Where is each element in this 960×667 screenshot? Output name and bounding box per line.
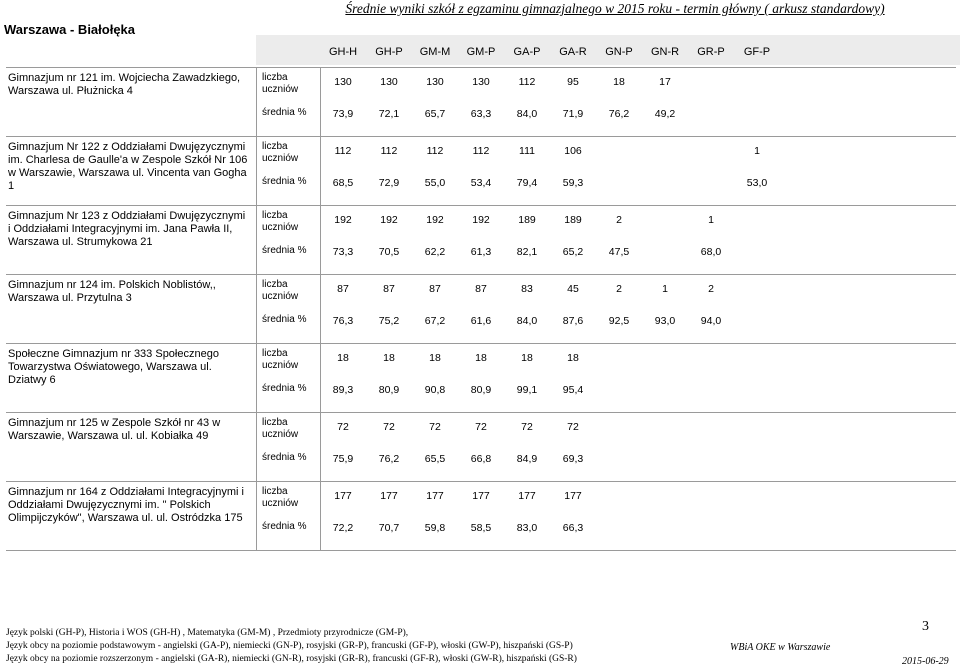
column-header-gf-p: GF-P (743, 46, 771, 58)
count-value: 2 (616, 214, 622, 226)
count-value: 112 (472, 145, 490, 157)
count-value: 2 (708, 283, 714, 295)
count-value: 177 (518, 490, 536, 502)
count-label: liczba uczniów (262, 348, 299, 371)
average-label: średnia % (262, 383, 307, 394)
average-value: 73,3 (332, 246, 354, 258)
count-label: liczba uczniów (262, 279, 299, 302)
average-label: średnia % (262, 176, 307, 187)
average-label: średnia % (262, 314, 307, 325)
school-name: Społeczne Gimnazjum nr 333 Społecznego Towarzystwa Oświatowego, Warszawa ul. Dziatwy 6 (8, 348, 219, 386)
publisher: WBiA OKE w Warszawie (730, 642, 831, 653)
grid-line (256, 67, 257, 550)
count-label: liczba uczniów (262, 486, 299, 509)
school-name: Gimnazjum nr 121 im. Wojciecha Zawadzkiego, Warszawa ul. Płużnicka 4 (8, 72, 241, 97)
count-value: 18 (613, 76, 625, 88)
count-value: 72 (429, 421, 441, 433)
district-title: Warszawa - Białołęka (4, 22, 136, 37)
count-value: 83 (521, 283, 533, 295)
average-value: 87,6 (562, 315, 584, 327)
average-value: 82,1 (516, 246, 538, 258)
count-value: 72 (383, 421, 395, 433)
average-label: średnia % (262, 521, 307, 532)
column-header-gm-m: GM-M (419, 46, 451, 58)
school-name: Gimnazjum nr 125 w Zespole Szkół nr 43 w Warszawie, Warszawa ul. ul. Kobiałka 49 (8, 417, 221, 442)
average-value: 94,0 (700, 315, 722, 327)
average-value: 84,9 (516, 453, 538, 465)
count-value: 18 (475, 352, 487, 364)
count-value: 72 (521, 421, 533, 433)
average-value: 61,6 (470, 315, 492, 327)
average-value: 49,2 (654, 108, 676, 120)
average-value: 59,3 (562, 177, 584, 189)
count-value: 87 (475, 283, 487, 295)
count-value: 130 (334, 76, 352, 88)
count-value: 112 (426, 145, 444, 157)
count-value: 45 (567, 283, 579, 295)
count-label: liczba uczniów (262, 210, 299, 233)
average-value: 84,0 (516, 315, 538, 327)
column-header-gn-r: GN-R (650, 46, 680, 58)
average-value: 89,3 (332, 384, 354, 396)
average-value: 75,2 (378, 315, 400, 327)
average-value: 80,9 (378, 384, 400, 396)
row-separator (6, 136, 956, 137)
average-value: 90,8 (424, 384, 446, 396)
count-value: 177 (472, 490, 490, 502)
count-value: 192 (472, 214, 490, 226)
legend-line-1: Język polski (GH-P), Historia i WOS (GH-H) , Matematyka (GM-M) , Przedmioty przyrodnicze (GM-P), (6, 628, 409, 638)
column-header-gh-h: GH-H (328, 46, 358, 58)
count-value: 2 (616, 283, 622, 295)
count-value: 192 (380, 214, 398, 226)
count-value: 130 (380, 76, 398, 88)
average-value: 65,5 (424, 453, 446, 465)
page-number: 3 (922, 619, 929, 634)
average-label: średnia % (262, 452, 307, 463)
legend-line-2: Język obcy na poziomie podstawowym - angielski (GA-P), niemiecki (GN-P), rosyjski (GR-P), francuski (GF-P), włoski (GW-P), hiszpański (GS-P) (6, 641, 573, 651)
count-value: 130 (472, 76, 490, 88)
count-value: 18 (337, 352, 349, 364)
row-separator (6, 343, 956, 344)
average-value: 76,2 (378, 453, 400, 465)
average-value: 65,2 (562, 246, 584, 258)
count-value: 111 (519, 145, 535, 157)
count-value: 177 (380, 490, 398, 502)
column-header-gr-p: GR-P (697, 46, 725, 58)
row-separator (6, 550, 956, 551)
average-value: 69,3 (562, 453, 584, 465)
count-value: 189 (564, 214, 582, 226)
count-value: 106 (564, 145, 582, 157)
count-value: 18 (383, 352, 395, 364)
count-value: 177 (426, 490, 444, 502)
count-value: 1 (662, 283, 668, 295)
column-header-ga-p: GA-P (513, 46, 541, 58)
count-value: 72 (475, 421, 487, 433)
count-value: 177 (564, 490, 582, 502)
count-value: 192 (334, 214, 352, 226)
average-value: 79,4 (516, 177, 538, 189)
average-value: 66,8 (470, 453, 492, 465)
average-value: 58,5 (470, 522, 492, 534)
legend-line-3: Język obcy na poziomie rozszerzonym - angielski (GA-R), niemiecki (GN-R), rosyjski (GR-R), francuski (GF-R), włoski (GW-R), hiszpański (GS-R) (6, 654, 577, 664)
count-value: 17 (659, 76, 671, 88)
row-separator (6, 205, 956, 206)
row-separator (6, 481, 956, 482)
average-value: 99,1 (516, 384, 538, 396)
column-header-gm-p: GM-P (466, 46, 496, 58)
average-value: 47,5 (608, 246, 630, 258)
count-value: 177 (334, 490, 352, 502)
column-header-ga-r: GA-R (559, 46, 587, 58)
report-title: Średnie wyniki szkół z egzaminu gimnazjalnego w 2015 roku - termin główny ( arkusz standardowy) (345, 1, 885, 16)
average-value: 68,5 (332, 177, 354, 189)
average-value: 55,0 (424, 177, 446, 189)
count-value: 112 (334, 145, 352, 157)
average-value: 53,4 (470, 177, 492, 189)
average-value: 80,9 (470, 384, 492, 396)
column-header-gh-p: GH-P (375, 46, 403, 58)
count-value: 192 (426, 214, 444, 226)
count-value: 189 (518, 214, 536, 226)
row-separator (6, 412, 956, 413)
count-value: 1 (754, 145, 760, 157)
average-value: 71,9 (562, 108, 584, 120)
average-value: 53,0 (746, 177, 768, 189)
count-value: 18 (567, 352, 579, 364)
count-value: 87 (337, 283, 349, 295)
school-name: Gimnazjum nr 164 z Oddziałami Integracyjnymi i Oddziałami Dwujęzycznymi im. " Polskich Olimpijczyków", Warszawa ul. ul. Ostródzka 175 (8, 486, 244, 524)
average-value: 62,2 (424, 246, 446, 258)
average-value: 63,3 (470, 108, 492, 120)
average-value: 93,0 (654, 315, 676, 327)
average-label: średnia % (262, 245, 307, 256)
row-separator (6, 67, 956, 68)
column-header-gn-p: GN-P (605, 46, 633, 58)
count-value: 87 (429, 283, 441, 295)
count-value: 130 (426, 76, 444, 88)
average-value: 70,5 (378, 246, 400, 258)
count-value: 18 (429, 352, 441, 364)
row-separator (6, 274, 956, 275)
average-value: 67,2 (424, 315, 446, 327)
average-label: średnia % (262, 107, 307, 118)
average-value: 59,8 (424, 522, 446, 534)
average-value: 83,0 (516, 522, 538, 534)
average-value: 68,0 (700, 246, 722, 258)
publish-date: 2015-06-29 (902, 656, 949, 667)
school-name: Gimnazjum nr 124 im. Polskich Noblistów,, Warszawa ul. Przytulna 3 (8, 279, 216, 304)
count-label: liczba uczniów (262, 72, 299, 95)
average-value: 72,2 (332, 522, 354, 534)
count-label: liczba uczniów (262, 417, 299, 440)
average-value: 70,7 (378, 522, 400, 534)
average-value: 66,3 (562, 522, 584, 534)
average-value: 84,0 (516, 108, 538, 120)
count-value: 112 (518, 76, 536, 88)
count-value: 1 (708, 214, 714, 226)
grid-line (320, 67, 321, 550)
average-value: 76,3 (332, 315, 354, 327)
count-value: 112 (380, 145, 398, 157)
average-value: 75,9 (332, 453, 354, 465)
average-value: 95,4 (562, 384, 584, 396)
count-value: 18 (521, 352, 533, 364)
average-value: 72,1 (378, 108, 400, 120)
count-value: 87 (383, 283, 395, 295)
school-name: Gimnazjum Nr 123 z Oddziałami Dwujęzycznymi i Oddziałami Integracyjnymi im. Jana Pawła II, Warszawa ul. Strumykowa 21 (8, 210, 246, 248)
average-value: 61,3 (470, 246, 492, 258)
school-name: Gimnazjum Nr 122 z Oddziałami Dwujęzycznymi im. Charlesa de Gaulle'a w Zespole Szkół Nr 106 w Warszawie, Warszawa ul. Vincenta van Gogha 1 (8, 141, 248, 192)
average-value: 72,9 (378, 177, 400, 189)
average-value: 76,2 (608, 108, 630, 120)
count-label: liczba uczniów (262, 141, 299, 164)
average-value: 65,7 (424, 108, 446, 120)
average-value: 92,5 (608, 315, 630, 327)
count-value: 95 (567, 76, 579, 88)
count-value: 72 (567, 421, 579, 433)
count-value: 72 (337, 421, 349, 433)
average-value: 73,9 (332, 108, 354, 120)
